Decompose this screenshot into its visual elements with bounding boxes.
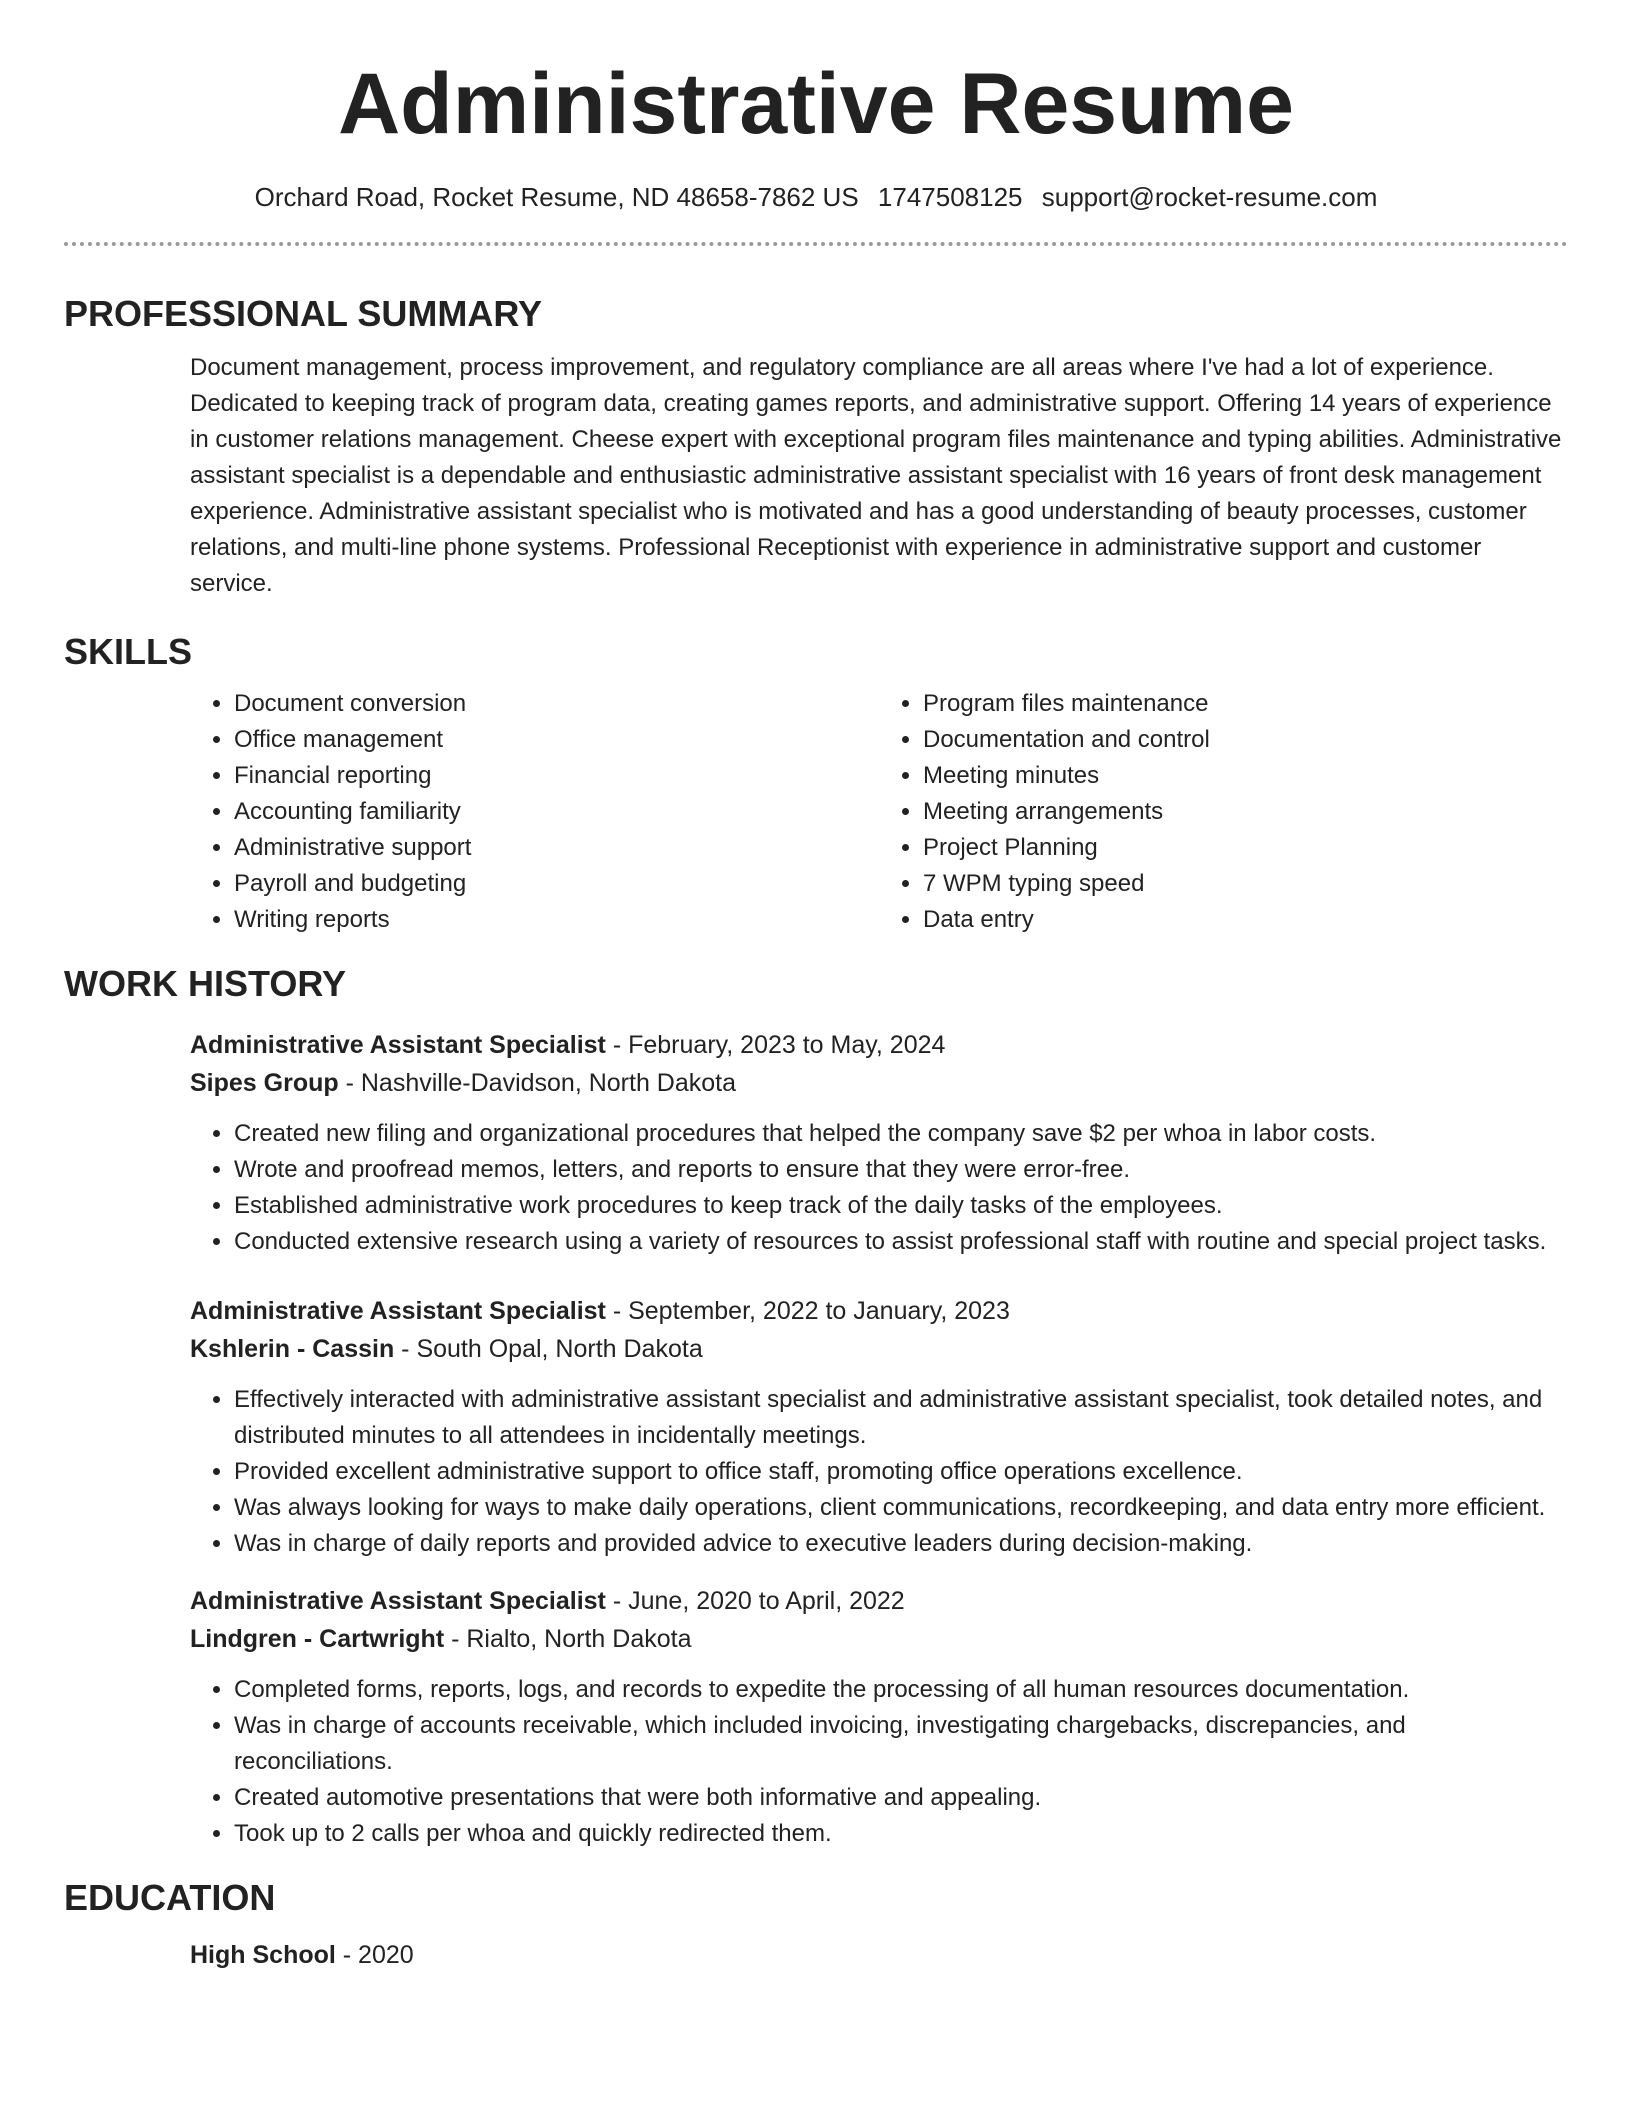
- skill-item: • Administrative support: [234, 830, 879, 866]
- education-entry: [190, 1936, 1568, 1974]
- education-year: - 2020: [335, 1941, 414, 1969]
- job-company-line: [190, 1620, 1568, 1658]
- job-title: Administrative Assistant Specialist: [190, 1297, 606, 1325]
- job-entry: [190, 1582, 1568, 1852]
- header-divider: [64, 242, 1568, 246]
- skill-item: • Document conversion: [234, 686, 879, 722]
- job-bullets: [190, 1116, 1568, 1260]
- job-company-line: [190, 1330, 1568, 1368]
- skill-item: • 7 WPM typing speed: [923, 866, 1568, 902]
- skills-section: [190, 686, 1568, 938]
- skill-item: • Project Planning: [923, 830, 1568, 866]
- skills-list-left: [190, 686, 879, 938]
- contact-email: support@rocket-resume.com: [1041, 182, 1378, 212]
- job-bullet: • Was in charge of daily reports and provided advice to executive leaders during decision-making.: [234, 1526, 1568, 1562]
- job-dates: - June, 2020 to April, 2022: [605, 1587, 905, 1615]
- job-title-line: [190, 1582, 1568, 1620]
- skills-list-right: [879, 686, 1568, 938]
- job-location: - Rialto, North Dakota: [444, 1625, 692, 1653]
- work-heading: WORK HISTORY: [64, 963, 347, 1004]
- job-dates: - September, 2022 to January, 2023: [605, 1297, 1010, 1325]
- job-location: - South Opal, North Dakota: [394, 1335, 703, 1363]
- education-degree: High School: [190, 1941, 336, 1969]
- job-bullet: • Was in charge of accounts receivable, which included invoicing, investigating chargebacks, discrepancies, and reconciliations.: [234, 1708, 1568, 1780]
- job-bullet: • Conducted extensive research using a variety of resources to assist professional staff with routine and special project tasks.: [234, 1224, 1568, 1260]
- job-title: Administrative Assistant Specialist: [190, 1031, 606, 1059]
- job-bullet: • Provided excellent administrative support to office staff, promoting office operations excellence.: [234, 1454, 1568, 1490]
- job-company: Kshlerin - Cassin: [190, 1335, 395, 1363]
- skill-item: • Office management: [234, 722, 879, 758]
- resume-title: Administrative Resume: [338, 56, 1294, 152]
- job-company-line: [190, 1064, 1568, 1102]
- skill-item: • Accounting familiarity: [234, 794, 879, 830]
- skill-item: • Financial reporting: [234, 758, 879, 794]
- job-bullets: [190, 1672, 1568, 1852]
- education-line: [190, 1936, 1568, 1974]
- education-heading: EDUCATION: [64, 1877, 276, 1918]
- skill-item: • Data entry: [923, 902, 1568, 938]
- job-bullet: • Completed forms, reports, logs, and records to expedite the processing of all human resources documentation.: [234, 1672, 1568, 1708]
- job-bullet: • Established administrative work procedures to keep track of the daily tasks of the employees.: [234, 1188, 1568, 1224]
- summary-heading: PROFESSIONAL SUMMARY: [64, 293, 543, 334]
- skill-item: • Documentation and control: [923, 722, 1568, 758]
- job-bullet: • Was always looking for ways to make daily operations, client communications, recordkeeping, and data entry more efficient.: [234, 1490, 1568, 1526]
- job-location: - Nashville-Davidson, North Dakota: [338, 1069, 737, 1097]
- job-dates: - February, 2023 to May, 2024: [605, 1031, 946, 1059]
- job-company: Lindgren - Cartwright: [190, 1625, 445, 1653]
- job-company: Sipes Group: [190, 1069, 339, 1097]
- job-title-line: [190, 1292, 1568, 1330]
- job-bullet: • Took up to 2 calls per whoa and quickly redirected them.: [234, 1816, 1568, 1852]
- skill-item: • Payroll and budgeting: [234, 866, 879, 902]
- job-title-line: [190, 1026, 1568, 1064]
- skill-item: • Program files maintenance: [923, 686, 1568, 722]
- job-bullet: • Created new filing and organizational procedures that helped the company save $2 per whoa in labor costs.: [234, 1116, 1568, 1152]
- skill-item: • Meeting arrangements: [923, 794, 1568, 830]
- summary-text: Document management, process improvement, and regulatory compliance are all areas where I've had a lot of experience. Dedicated to keeping track of program data, creating games reports, and administrative support. Offering 14 years of experience in customer relations management. Cheese expert with exceptional program files maintenance and typing abilities. Administrative assistant specialist is a dependable and enthusiastic administrative assistant specialist with 16 years of front desk management experience. Administrative assistant specialist who is motivated and has a good understanding of beauty processes, customer relations, and multi-line phone systems. Professional Receptionist with experience in administrative support and customer service.: [190, 354, 1562, 597]
- job-bullet: • Wrote and proofread memos, letters, and reports to ensure that they were error-free.: [234, 1152, 1568, 1188]
- job-entry: [190, 1026, 1568, 1260]
- skill-item: • Writing reports: [234, 902, 879, 938]
- job-title: Administrative Assistant Specialist: [190, 1587, 606, 1615]
- contact-address: Orchard Road, Rocket Resume, ND 48658-7862 US: [254, 182, 859, 212]
- job-bullets: [190, 1382, 1568, 1562]
- job-entry: [190, 1292, 1568, 1562]
- contact-phone: 1747508125: [877, 182, 1023, 212]
- skills-heading: SKILLS: [64, 631, 193, 672]
- summary-section: [190, 350, 1568, 602]
- contact-line: [64, 180, 1568, 214]
- job-bullet: • Created automotive presentations that were both informative and appealing.: [234, 1780, 1568, 1816]
- resume-page: [64, 0, 1568, 1974]
- job-bullet: • Effectively interacted with administrative assistant specialist and administrative assistant specialist, took detailed notes, and distributed minutes to all attendees in incidentally meetings.: [234, 1382, 1568, 1454]
- skill-item: • Meeting minutes: [923, 758, 1568, 794]
